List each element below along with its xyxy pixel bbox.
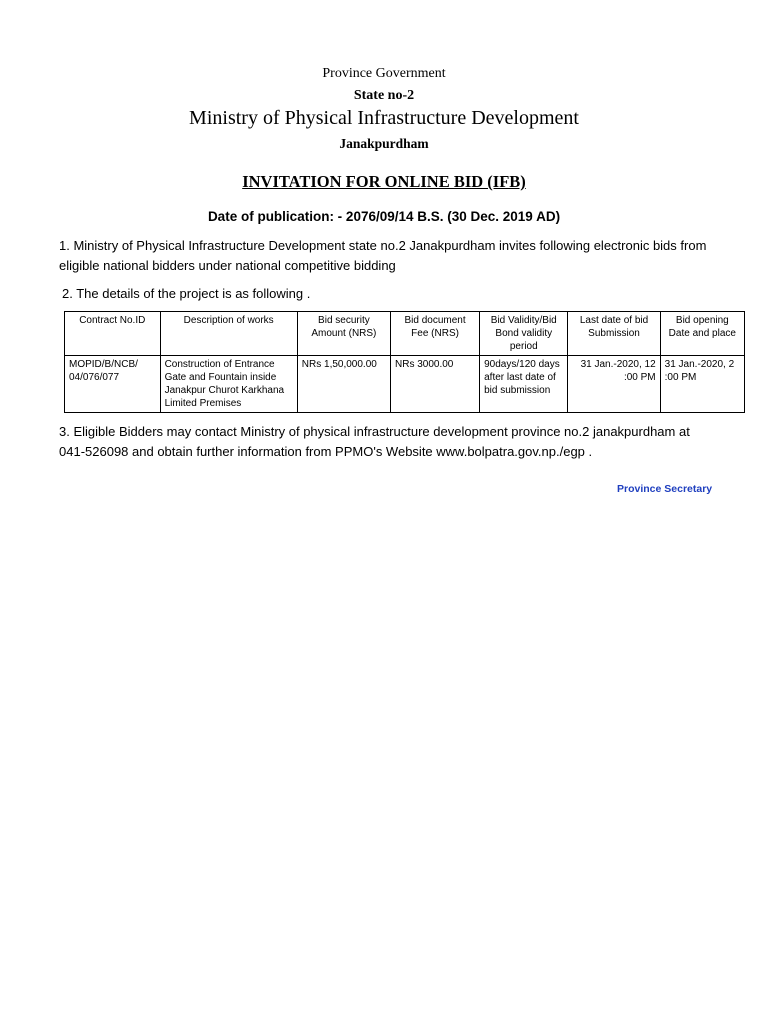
header-last-date: Last date of bid Submission bbox=[568, 312, 660, 356]
signature-province-secretary: Province Secretary bbox=[617, 483, 713, 495]
government-label: Province Government bbox=[322, 66, 446, 81]
cell-description: Construction of Entrance Gate and Fountain inside Janakpur Churot Karkhana Limited Premises bbox=[160, 356, 297, 413]
paragraph-invitation: 1. Ministry of Physical Infrastructure Development state no.2 Janakpurdham invites following electronic bids from eligible national bidders under national competitive bidding bbox=[59, 238, 707, 273]
paragraph-details-intro: 2. The details of the project is as following . bbox=[62, 286, 311, 301]
cell-last-date: 31 Jan.-2020, 12 :00 PM bbox=[568, 356, 660, 413]
cell-bid-security: NRs 1,50,000.00 bbox=[297, 356, 390, 413]
table-row bbox=[65, 356, 745, 413]
city-label: Janakpurdham bbox=[339, 136, 429, 151]
publication-date: Date of publication: - 2076/09/14 B.S. (30 Dec. 2019 AD) bbox=[207, 209, 561, 224]
cell-bid-validity: 90days/120 days after last date of bid submission bbox=[480, 356, 568, 413]
paragraph-contact-info: 3. Eligible Bidders may contact Ministry of physical infrastructure development province no.2 janakpurdham at 041-526098 and obtain further information from PPMO's Website www.bolpatra.gov.np./egp . bbox=[59, 424, 690, 459]
cell-contract-id: MOPID/B/NCB/ 04/076/077 bbox=[65, 356, 161, 413]
cell-document-fee: NRs 3000.00 bbox=[391, 356, 480, 413]
bid-details-table bbox=[64, 311, 745, 413]
document-title: INVITATION FOR ONLINE BID (IFB) bbox=[242, 172, 526, 191]
cell-opening-date: 31 Jan.-2020, 2 :00 PM bbox=[660, 356, 744, 413]
header-opening-date: Bid opening Date and place bbox=[660, 312, 744, 356]
header-description: Description of works bbox=[160, 312, 297, 356]
ministry-title: Ministry of Physical Infrastructure Development bbox=[189, 107, 579, 129]
header-contract-id: Contract No.ID bbox=[65, 312, 161, 356]
table-header-row bbox=[65, 312, 745, 356]
header-bid-validity: Bid Validity/Bid Bond validity period bbox=[480, 312, 568, 356]
header-document-fee: Bid document Fee (NRS) bbox=[391, 312, 480, 356]
header-bid-security: Bid security Amount (NRS) bbox=[297, 312, 390, 356]
state-label: State no-2 bbox=[353, 88, 415, 103]
